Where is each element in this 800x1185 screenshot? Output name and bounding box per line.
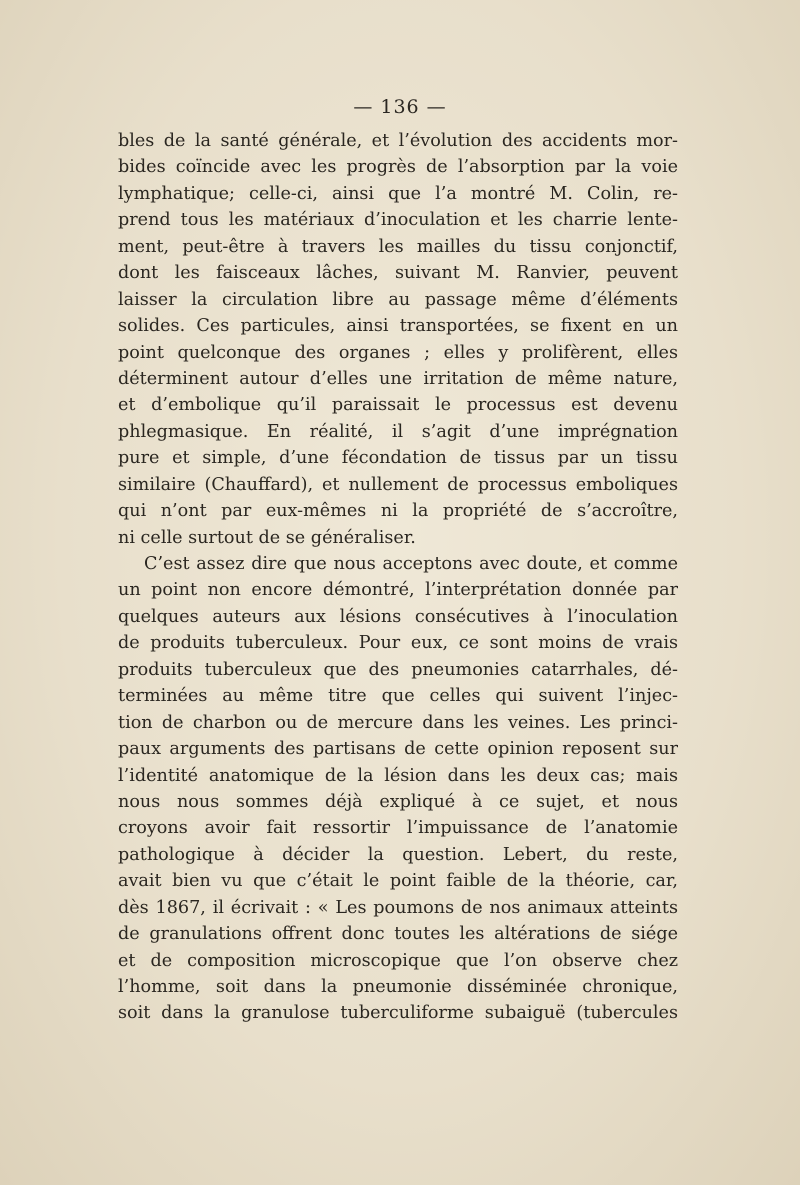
text-line: pathologique à décider la question. Lebert, du reste,: [118, 844, 678, 865]
text-line: un point non encore démontré, l’interprétation donnée par: [118, 580, 678, 601]
text-line: soit dans la granulose tuberculiforme subaiguë (tubercules: [118, 1003, 678, 1024]
text-line: ment, peut-être à travers les mailles du tissu conjonctif,: [118, 236, 678, 257]
text-line: prend tous les matériaux d’inoculation et les charrie lente-: [118, 210, 678, 231]
text-line: laisser la circulation libre au passage même d’éléments: [118, 289, 678, 310]
text-line: croyons avoir fait ressortir l’impuissance de l’anatomie: [118, 818, 678, 839]
text-line: point quelconque des organes ; elles y prolifèrent, elles: [118, 342, 678, 363]
text-line: avait bien vu que c’était le point faible de la théorie, car,: [118, 871, 678, 892]
text-line: et de composition microscopique que l’on observe chez: [118, 950, 678, 971]
text-line: produits tuberculeux que des pneumonies catarrhales, dé-: [118, 659, 678, 680]
paragraph-start-line: C’est assez dire que nous acceptons avec doute, et comme: [144, 554, 678, 574]
text-line: solides. Ces particules, ainsi transportées, se fixent en un: [118, 316, 678, 337]
text-line: pure et simple, d’une fécondation de tissus par un tissu: [118, 448, 678, 469]
text-line: paux arguments des partisans de cette opinion reposent sur: [118, 739, 678, 760]
text-line: tion de charbon ou de mercure dans les veines. Les princi-: [118, 712, 678, 733]
page-number: — 136 —: [353, 96, 447, 118]
body-text: [118, 128, 678, 1027]
text-line: dès 1867, il écrivait : « Les poumons de nos animaux atteints: [118, 897, 678, 918]
text-line: bles de la santé générale, et l’évolution des accidents mor-: [118, 131, 678, 151]
text-line: phlegmasique. En réalité, il s’agit d’une imprégnation: [118, 421, 678, 442]
text-line: bides coïncide avec les progrès de l’absorption par la voie: [118, 157, 678, 178]
text-line: dont les faisceaux lâches, suivant M. Ranvier, peuvent: [118, 263, 678, 284]
text-line: qui n’ont par eux-mêmes ni la propriété de s’accroître,: [118, 501, 678, 522]
text-line: l’homme, soit dans la pneumonie disséminée chronique,: [118, 977, 678, 997]
text-line: l’identité anatomique de la lésion dans les deux cas; mais: [118, 765, 678, 786]
paragraph-end-line: ni celle surtout de se généraliser.: [118, 527, 416, 548]
text-line: terminées au même titre que celles qui suivent l’injec-: [118, 686, 678, 707]
text-line: quelques auteurs aux lésions consécutives à l’inoculation: [118, 606, 678, 627]
text-line: de produits tuberculeux. Pour eux, ce sont moins de vrais: [118, 633, 678, 654]
text-line: lymphatique; celle-ci, ainsi que l’a montré M. Colin, re-: [118, 183, 678, 204]
text-line: de granulations offrent donc toutes les altérations de siége: [118, 924, 678, 945]
text-line: et d’embolique qu’il paraissait le processus est devenu: [118, 395, 678, 416]
text-line: similaire (Chauffard), et nullement de processus emboliques: [118, 474, 678, 495]
text-line: nous nous sommes déjà expliqué à ce sujet, et nous: [118, 791, 678, 812]
text-line: déterminent autour d’elles une irritation de même nature,: [118, 368, 678, 389]
